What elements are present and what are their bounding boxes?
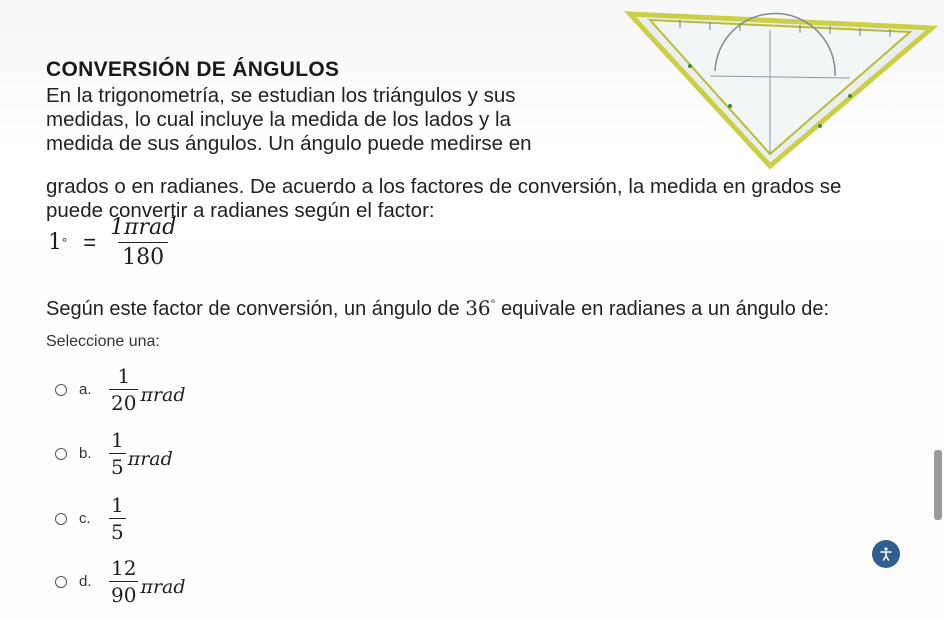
option-numerator: 1 bbox=[117, 364, 131, 388]
option-suffix: πrad bbox=[140, 575, 186, 598]
option-letter: b. bbox=[79, 445, 92, 462]
radio-button[interactable] bbox=[55, 576, 67, 588]
formula-degree: ° bbox=[62, 235, 68, 250]
radio-button[interactable] bbox=[55, 448, 67, 460]
intro-line: En la trigonometría, se estudian los triángulos y sus bbox=[46, 84, 516, 107]
formula-fraction bbox=[108, 215, 178, 270]
select-one-label: Seleccione una: bbox=[46, 333, 160, 350]
accessibility-button[interactable] bbox=[872, 540, 900, 568]
conversion-formula bbox=[48, 215, 182, 270]
intro-line: medidas, lo cual incluye la medida de los lados y la bbox=[46, 108, 511, 131]
option-b[interactable] bbox=[55, 428, 173, 479]
option-numerator: 1 bbox=[111, 493, 124, 517]
intro-line: grados o en radianes. De acuerdo a los factores de conversión, la medida en grados se bbox=[46, 175, 842, 198]
option-numerator: 12 bbox=[111, 556, 137, 580]
option-letter: c. bbox=[79, 510, 91, 527]
prompt-before: Según este factor de conversión, un ángulo de bbox=[46, 298, 466, 320]
option-denominator: 90 bbox=[111, 583, 137, 607]
set-square-ruler-icon bbox=[620, 6, 940, 176]
option-fraction bbox=[109, 493, 126, 544]
prompt-after: equivale en radianes a un ángulo de: bbox=[495, 298, 830, 320]
page-title: CONVERSIÓN DE ÁNGULOS bbox=[46, 58, 340, 81]
scrollbar-thumb[interactable] bbox=[934, 450, 942, 520]
option-letter: a. bbox=[79, 381, 92, 398]
option-fraction bbox=[109, 556, 138, 607]
option-fraction bbox=[109, 364, 138, 415]
option-suffix: πrad bbox=[127, 447, 173, 470]
formula-lhs: 1 bbox=[48, 230, 62, 255]
accessibility-icon bbox=[878, 546, 894, 562]
formula-denominator: 180 bbox=[118, 242, 168, 270]
option-a[interactable] bbox=[55, 364, 186, 415]
prompt-angle-value: 36 bbox=[465, 296, 491, 320]
intro-paragraph bbox=[46, 84, 624, 156]
option-denominator: 5 bbox=[111, 455, 124, 479]
question-prompt bbox=[46, 296, 829, 321]
option-numerator: 1 bbox=[111, 428, 124, 452]
radio-button[interactable] bbox=[55, 513, 67, 525]
prompt-degree: ° bbox=[490, 296, 496, 311]
option-c[interactable] bbox=[55, 493, 128, 544]
option-d[interactable] bbox=[55, 556, 186, 607]
option-denominator: 5 bbox=[111, 520, 124, 544]
radio-button[interactable] bbox=[55, 384, 67, 396]
formula-equals: = bbox=[83, 229, 97, 255]
option-letter: d. bbox=[79, 573, 92, 590]
intro-line: medida de sus ángulos. Un ángulo puede medirse en bbox=[46, 132, 532, 155]
option-denominator: 20 bbox=[111, 391, 137, 415]
formula-numerator: 1πrad bbox=[110, 215, 177, 240]
intro-line: puede convertir a radianes según el factor: bbox=[46, 199, 435, 222]
option-fraction bbox=[109, 428, 126, 479]
option-suffix: πrad bbox=[140, 383, 186, 406]
